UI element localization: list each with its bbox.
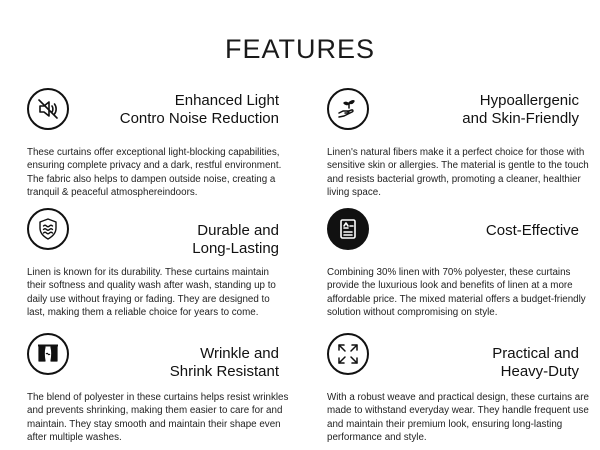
feature-heading-line1: Durable and <box>197 222 279 239</box>
speaker-muted-icon <box>27 88 69 130</box>
feature-heading <box>120 92 279 128</box>
feature-description: With a robust weave and practical design, these curtains are made to withstand everyday wear. They handle frequent use and maintain their premium look, ensuring long-lasting performance and style. <box>327 392 589 444</box>
feature-heading-line1: Practical and <box>492 345 579 362</box>
feature-description: Combining 30% linen with 70% polyester, these curtains provide the luxurious look and benefits of linen at a more affordable price. The mixed material offers a budget-friendly solution without compromising on style. <box>327 267 586 319</box>
feature-heading-line1: Cost-Effective <box>485 222 579 239</box>
feature-heading <box>170 345 279 381</box>
feature-heading <box>486 222 579 240</box>
durable-fabric-icon <box>27 208 69 250</box>
hand-sprout-icon <box>327 88 369 130</box>
cost-document-icon <box>327 208 369 250</box>
feature-description: Linen's natural fibers make it a perfect choice for those with sensitive skin or allergies. The material is gentle to the touch and resists bacterial growth, promoting a cleaner, healthier living space. <box>327 147 589 199</box>
feature-description: These curtains offer exceptional light-blocking capabilities, ensuring complete privacy and a dark, restful environment. The fabric also helps to dampen outside noise, creating a tranquil & peaceful atmosphereindoors. <box>27 147 282 199</box>
expand-arrows-icon <box>327 333 369 375</box>
feature-heading-line2: Long-Lasting <box>192 240 279 257</box>
feature-description: Linen is known for its durability. These curtains maintain their softness and quality wash after wash, standing up to daily use without fraying or fading. They are designed to last, making them a reliable choice for years to come. <box>27 267 276 319</box>
feature-heading-line1: Hypoallergenic <box>479 92 579 109</box>
feature-heading-line2: Shrink Resistant <box>169 363 279 380</box>
feature-heading <box>462 92 579 128</box>
feature-heading-line1: Wrinkle and <box>200 345 279 362</box>
feature-heading-line2: and Skin-Friendly <box>462 110 579 127</box>
feature-heading <box>492 345 579 381</box>
feature-heading-line1: Enhanced Light <box>174 92 279 109</box>
feature-description: The blend of polyester in these curtains helps resist wrinkles and prevents shrinking, making them easier to care for and maintain. They stay smooth and maintain their shape even after multiple washes. <box>27 392 289 444</box>
feature-heading-line2: Heavy-Duty <box>500 363 579 380</box>
feature-heading-line2: Contro Noise Reduction <box>119 110 279 127</box>
page-title: FEATURES <box>224 34 375 64</box>
feature-heading <box>192 222 279 258</box>
curtain-icon <box>27 333 69 375</box>
